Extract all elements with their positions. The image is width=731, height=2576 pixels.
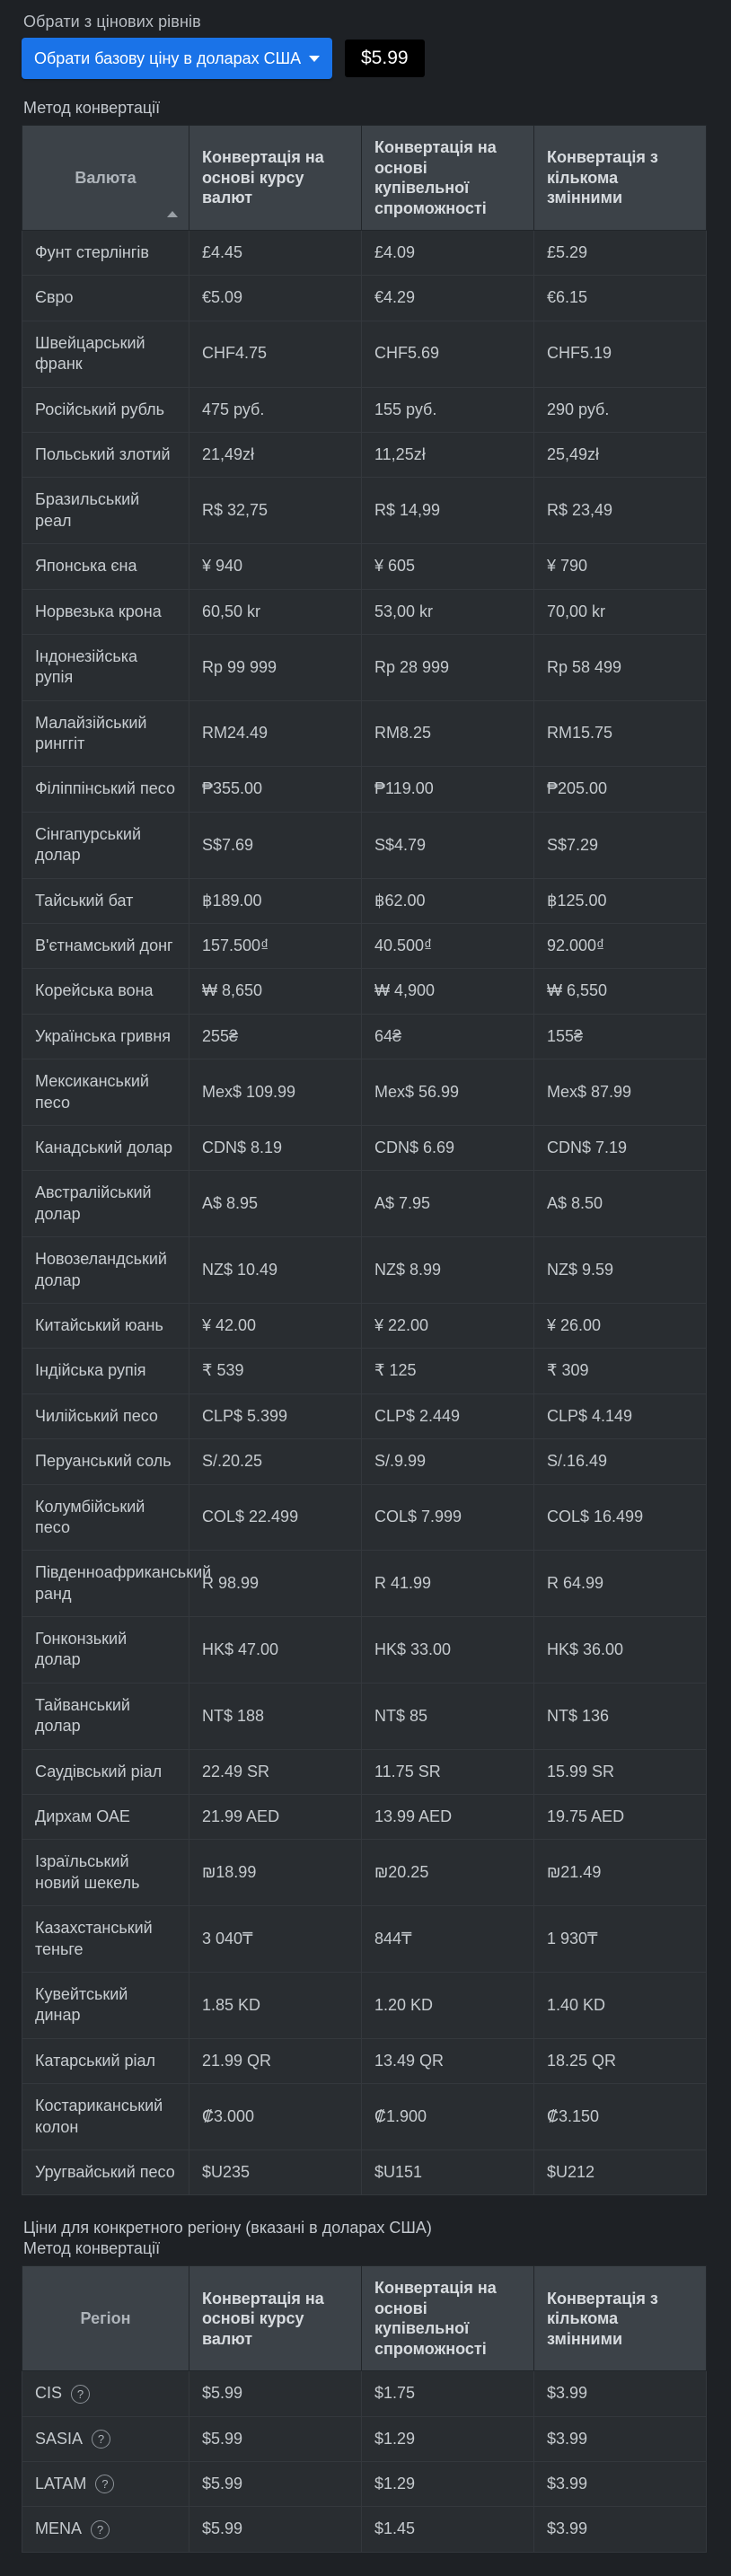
table-row [22,1840,707,1906]
column-header-region-purchasing-power: Конвертація на основі купівельної спроможності [362,2266,534,2371]
help-icon[interactable]: ? [91,2520,110,2539]
price-purchasing-power: ¥ 22.00 [362,1303,534,1348]
price-multi-variable: ₪21.49 [534,1840,707,1906]
region-pricing-note: Ціни для конкретного регіону (вказані в доларах США) [23,2219,432,2238]
price-multi-variable: $3.99 [534,2416,707,2461]
price-purchasing-power: CDN$ 6.69 [362,1125,534,1170]
price-multi-variable: 92.000₫ [534,924,707,969]
table-row [22,1972,707,2038]
price-exchange-rate: 22.49 SR [189,1749,362,1794]
table-row [22,2416,707,2461]
table-row [22,969,707,1014]
table-row [22,387,707,432]
currency-name: Польський злотий [22,432,189,477]
price-exchange-rate: 3 040₸ [189,1906,362,1973]
price-exchange-rate: $5.99 [189,2371,362,2416]
table-row [22,767,707,812]
price-multi-variable: CHF5.19 [534,321,707,387]
currency-name: Кувейтський динар [22,1972,189,2038]
currency-name: Малайзійський ринггіт [22,700,189,767]
price-purchasing-power: NZ$ 8.99 [362,1237,534,1304]
price-multi-variable: Mex$ 87.99 [534,1059,707,1126]
currency-name: Японська єна [22,544,189,589]
table-row [22,2150,707,2194]
region-label: MENA [35,2519,83,2538]
price-exchange-rate: $5.99 [189,2507,362,2552]
currency-name: Саудівський ріал [22,1749,189,1794]
table-row [22,1171,707,1237]
price-multi-variable: ฿125.00 [534,878,707,923]
price-exchange-rate: CHF4.75 [189,321,362,387]
price-purchasing-power: 13.49 QR [362,2038,534,2083]
price-purchasing-power: R 41.99 [362,1551,534,1617]
table-row [22,276,707,321]
bottom-spacer [22,2553,709,2576]
price-purchasing-power: 64₴ [362,1014,534,1059]
price-purchasing-power: 11.75 SR [362,1749,534,1794]
price-purchasing-power: ₪20.25 [362,1840,534,1906]
price-purchasing-power: COL$ 7.999 [362,1484,534,1551]
price-exchange-rate: HK$ 47.00 [189,1617,362,1684]
table-row [22,1059,707,1126]
table-row [22,2371,707,2416]
price-purchasing-power: RM8.25 [362,700,534,767]
currency-name: Гонконзький долар [22,1617,189,1684]
price-purchasing-power: ₡1.900 [362,2084,534,2150]
price-exchange-rate: R 98.99 [189,1551,362,1617]
region-pricing-table [22,2265,707,2553]
price-multi-variable: CLP$ 4.149 [534,1394,707,1438]
price-multi-variable: ₹ 309 [534,1349,707,1394]
column-header-currency[interactable] [22,126,189,231]
price-multi-variable: ¥ 26.00 [534,1303,707,1348]
price-multi-variable: ₩ 6,550 [534,969,707,1014]
price-multi-variable: $3.99 [534,2507,707,2552]
base-price-value: $5.99 [345,40,425,76]
price-purchasing-power: $1.45 [362,2507,534,2552]
base-price-select[interactable] [22,38,332,79]
currency-section-title: Метод конвертації [23,99,161,117]
table-row [22,1394,707,1438]
currency-conversion-table [22,125,707,2195]
price-purchasing-power: S/.9.99 [362,1439,534,1484]
currency-name: Уругвайський песо [22,2150,189,2194]
column-header-purchasing-power: Конвертація на основі купівельної спроможності [362,126,534,231]
price-exchange-rate: 255₴ [189,1014,362,1059]
price-exchange-rate: ¥ 42.00 [189,1303,362,1348]
column-header-exchange-rate: Конвертація на основі курсу валют [189,126,362,231]
currency-name: Норвезька крона [22,589,189,634]
price-multi-variable: 70,00 kr [534,589,707,634]
price-exchange-rate: Rp 99 999 [189,634,362,700]
table-row [22,1014,707,1059]
price-exchange-rate: 475 руб. [189,387,362,432]
price-exchange-rate: S$7.69 [189,812,362,878]
region-cell [22,2371,189,2416]
price-purchasing-power: HK$ 33.00 [362,1617,534,1684]
table-row [22,432,707,477]
currency-name: Індонезійська рупія [22,634,189,700]
price-multi-variable: 1 930₸ [534,1906,707,1973]
currency-name: Південноафриканський ранд [22,1551,189,1617]
currency-name: Чилійський песо [22,1394,189,1438]
currency-name: Костариканський колон [22,2084,189,2150]
region-label: LATAM [35,2475,87,2493]
price-exchange-rate: NZ$ 10.49 [189,1237,362,1304]
price-exchange-rate: ₪18.99 [189,1840,362,1906]
table-row [22,478,707,544]
region-table-header-row [22,2266,707,2371]
table-row [22,1349,707,1394]
region-cell [22,2416,189,2461]
price-purchasing-power: NT$ 85 [362,1683,534,1749]
price-exchange-rate: 21,49zł [189,432,362,477]
price-purchasing-power: 11,25zł [362,432,534,477]
help-icon[interactable]: ? [71,2385,90,2404]
price-multi-variable: ₡3.150 [534,2084,707,2150]
region-cell [22,2462,189,2507]
price-multi-variable: £5.29 [534,231,707,276]
price-multi-variable: RM15.75 [534,700,707,767]
price-purchasing-power: 13.99 AED [362,1795,534,1840]
price-exchange-rate: €5.09 [189,276,362,321]
price-purchasing-power: 155 руб. [362,387,534,432]
table-row [22,700,707,767]
price-purchasing-power: $1.29 [362,2416,534,2461]
table-row [22,1439,707,1484]
currency-name: Перуанський соль [22,1439,189,1484]
price-multi-variable: COL$ 16.499 [534,1484,707,1551]
price-exchange-rate: $U235 [189,2150,362,2194]
table-row [22,2462,707,2507]
price-multi-variable: NT$ 136 [534,1683,707,1749]
currency-name: Тайський бат [22,878,189,923]
help-icon[interactable]: ? [92,2430,110,2449]
price-purchasing-power: R$ 14,99 [362,478,534,544]
price-purchasing-power: ฿62.00 [362,878,534,923]
base-price-control-row [22,38,709,79]
price-multi-variable: ₱205.00 [534,767,707,812]
price-purchasing-power: £4.09 [362,231,534,276]
currency-name: Швейцарський франк [22,321,189,387]
table-row [22,1551,707,1617]
price-purchasing-power: €4.29 [362,276,534,321]
price-exchange-rate: A$ 8.95 [189,1171,362,1237]
currency-name: Казахстанський теньге [22,1906,189,1973]
price-purchasing-power: CHF5.69 [362,321,534,387]
price-purchasing-power: $1.75 [362,2371,534,2416]
table-row [22,1795,707,1840]
price-multi-variable: 155₴ [534,1014,707,1059]
table-row [22,812,707,878]
region-table-body [22,2371,707,2553]
price-purchasing-power: 844₸ [362,1906,534,1973]
currency-name: Російський рубль [22,387,189,432]
price-purchasing-power: Rp 28 999 [362,634,534,700]
table-row [22,2084,707,2150]
price-purchasing-power: Mex$ 56.99 [362,1059,534,1126]
table-row [22,1484,707,1551]
help-icon[interactable]: ? [95,2475,114,2493]
price-purchasing-power: ₩ 4,900 [362,969,534,1014]
price-purchasing-power: 40.500₫ [362,924,534,969]
price-exchange-rate: £4.45 [189,231,362,276]
table-row [22,1237,707,1304]
table-row [22,924,707,969]
currency-name: Дирхам ОАЕ [22,1795,189,1840]
table-row [22,1906,707,1973]
price-exchange-rate: COL$ 22.499 [189,1484,362,1551]
table-row [22,2507,707,2552]
price-multi-variable: R$ 23,49 [534,478,707,544]
table-row [22,1749,707,1794]
price-exchange-rate: NT$ 188 [189,1683,362,1749]
table-row [22,231,707,276]
price-exchange-rate: ₱355.00 [189,767,362,812]
currency-name: Індійська рупія [22,1349,189,1394]
price-exchange-rate: 21.99 AED [189,1795,362,1840]
currency-name: Бразильський реал [22,478,189,544]
price-exchange-rate: 157.500₫ [189,924,362,969]
price-purchasing-power: 53,00 kr [362,589,534,634]
price-exchange-rate: 1.85 KD [189,1972,362,2038]
price-multi-variable: 25,49zł [534,432,707,477]
currency-name: Євро [22,276,189,321]
price-multi-variable: €6.15 [534,276,707,321]
price-purchasing-power: S$4.79 [362,812,534,878]
price-multi-variable: 15.99 SR [534,1749,707,1794]
price-purchasing-power: $1.29 [362,2462,534,2507]
price-purchasing-power: 1.20 KD [362,1972,534,2038]
price-exchange-rate: R$ 32,75 [189,478,362,544]
price-multi-variable: A$ 8.50 [534,1171,707,1237]
currency-name: Новозеландський долар [22,1237,189,1304]
region-cell [22,2507,189,2552]
table-row [22,1683,707,1749]
price-purchasing-power: ₹ 125 [362,1349,534,1394]
price-multi-variable: $U212 [534,2150,707,2194]
price-purchasing-power: ¥ 605 [362,544,534,589]
currency-table-body [22,231,707,2195]
column-header-multi-variable: Конвертація з кількома змінними [534,126,707,231]
currency-name: Філіппінський песо [22,767,189,812]
table-row [22,544,707,589]
price-multi-variable: $3.99 [534,2462,707,2507]
currency-name: В'єтнамський донг [22,924,189,969]
price-exchange-rate: CLP$ 5.399 [189,1394,362,1438]
price-tier-label: Обрати з цінових рівнів [23,13,201,31]
price-purchasing-power: A$ 7.95 [362,1171,534,1237]
price-exchange-rate: S/.20.25 [189,1439,362,1484]
price-exchange-rate: CDN$ 8.19 [189,1125,362,1170]
price-multi-variable: 19.75 AED [534,1795,707,1840]
currency-name: Фунт стерлінгів [22,231,189,276]
price-exchange-rate: 60,50 kr [189,589,362,634]
price-multi-variable: 18.25 QR [534,2038,707,2083]
price-purchasing-power: CLP$ 2.449 [362,1394,534,1438]
currency-name: Канадський долар [22,1125,189,1170]
chevron-down-icon [309,56,320,62]
price-exchange-rate: 21.99 QR [189,2038,362,2083]
price-multi-variable: S$7.29 [534,812,707,878]
price-exchange-rate: Mex$ 109.99 [189,1059,362,1126]
region-label: SASIA [35,2429,84,2448]
price-multi-variable: HK$ 36.00 [534,1617,707,1684]
price-multi-variable: 1.40 KD [534,1972,707,2038]
currency-name: Сінгапурський долар [22,812,189,878]
price-multi-variable: $3.99 [534,2371,707,2416]
region-label: CIS [35,2384,63,2403]
price-multi-variable: S/.16.49 [534,1439,707,1484]
column-header-region-exchange-rate: Конвертація на основі курсу валют [189,2266,362,2371]
price-multi-variable: NZ$ 9.59 [534,1237,707,1304]
table-row [22,634,707,700]
currency-name: Тайванський долар [22,1683,189,1749]
price-exchange-rate: ₡3.000 [189,2084,362,2150]
price-purchasing-power: $U151 [362,2150,534,2194]
base-price-select-value: Обрати базову ціну в доларах США [34,48,302,67]
price-purchasing-power: ₱119.00 [362,767,534,812]
currency-name: Мексиканський песо [22,1059,189,1126]
currency-name: Українська гривня [22,1014,189,1059]
table-row [22,1125,707,1170]
table-header-row [22,126,707,231]
price-multi-variable: Rp 58 499 [534,634,707,700]
column-header-region-multi-variable: Конвертація з кількома змінними [534,2266,707,2371]
price-multi-variable: CDN$ 7.19 [534,1125,707,1170]
price-exchange-rate: $5.99 [189,2416,362,2461]
price-multi-variable: R 64.99 [534,1551,707,1617]
price-exchange-rate: $5.99 [189,2462,362,2507]
price-exchange-rate: RM24.49 [189,700,362,767]
table-row [22,589,707,634]
region-section-title: Метод конвертації [23,2239,161,2258]
price-exchange-rate: ₹ 539 [189,1349,362,1394]
table-row [22,878,707,923]
price-multi-variable: ¥ 790 [534,544,707,589]
table-row [22,2038,707,2083]
sort-ascending-icon [167,211,178,217]
table-row [22,1617,707,1684]
column-header-currency-label: Валюта [75,168,137,187]
price-exchange-rate: ₩ 8,650 [189,969,362,1014]
currency-name: Катарський ріал [22,2038,189,2083]
currency-name: Корейська вона [22,969,189,1014]
table-row [22,321,707,387]
price-multi-variable: 290 руб. [534,387,707,432]
currency-name: Австралійський долар [22,1171,189,1237]
currency-name: Ізраїльський новий шекель [22,1840,189,1906]
price-exchange-rate: ¥ 940 [189,544,362,589]
currency-name: Китайський юань [22,1303,189,1348]
currency-name: Колумбійський песо [22,1484,189,1551]
column-header-region: Регіон [22,2266,189,2371]
table-row [22,1303,707,1348]
price-exchange-rate: ฿189.00 [189,878,362,923]
